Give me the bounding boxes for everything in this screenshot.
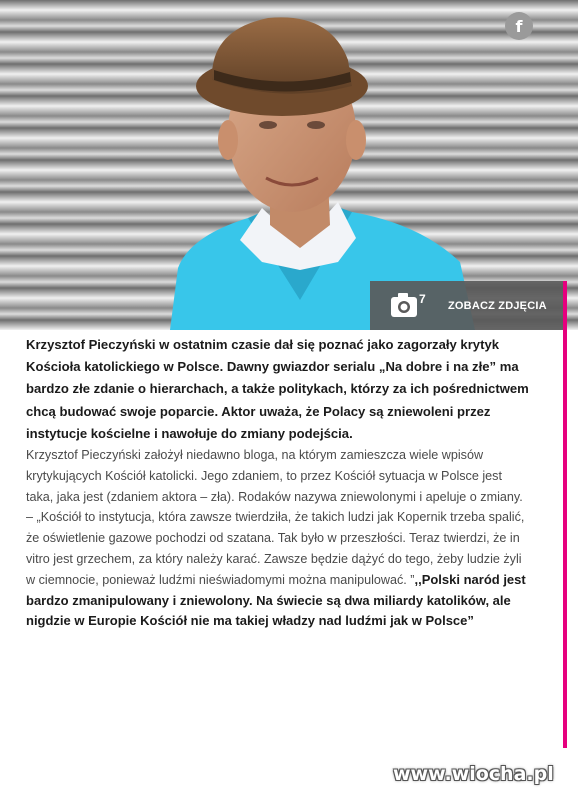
view-photos-label: ZOBACZ ZDJĘCIA	[448, 299, 547, 312]
site-watermark: www.wiocha.pl	[393, 763, 554, 785]
photo-count: 7	[419, 292, 426, 306]
article-photo[interactable]	[0, 0, 578, 330]
facebook-share-icon[interactable]: f	[505, 12, 533, 40]
article-paragraph: Krzysztof Pieczyński założył niedawno bloga, na którym zamieszcza wiele wpisów krytykujących Kościół katolicki. Jego zdaniem, to przez Kościół sytuacja w Polsce jest taka, jaka jest (zdaniem aktora – zła). Rodaków nazywa zniewolonymi i apeluje o zmiany.	[26, 448, 523, 504]
article-quote	[26, 507, 530, 632]
article-body	[26, 334, 530, 632]
view-photos-button[interactable]	[370, 281, 563, 330]
article-lead: Krzysztof Pieczyński w ostatnim czasie dał się poznać jako zagorzały krytyk Kościoła katolickiego w Polsce. Dawny gwiazdor serialu „Na dobre i na złe” ma bardzo złe zdanie o hierarchach, a także politykach, którzy za ich pośrednictwem chcą budować swoje poparcie. Aktor uważa, że Polacy są zniewoleni przez instytucje kościelne i nawołuje do zmiany podejścia.	[26, 337, 529, 441]
quote-text: – „Kościół to instytucja, która zawsze twierdziła, że takich ludzi jak Kopernik trzeba spalić, że oświetlenie gazowe pochodzi od szatana. Tak było w przeszłości. Teraz twierdzi, że in vitro jest grzechem, za który należy karać. Zawsze będzie dążyć do tego, żeby ludzie żyli w ciemnocie, ponieważ ludźmi nieświadomymi można manipulować. ”	[26, 510, 525, 587]
accent-bar	[563, 281, 567, 748]
quote-highlight: ,,Polski naród jest bardzo zmanipulowany i zniewolony. Na świecie są dwa miliardy katolików, ale nigdzie w Europie Kościół nie ma takiej władzy nad ludźmi jak w Polsce”	[26, 571, 526, 629]
